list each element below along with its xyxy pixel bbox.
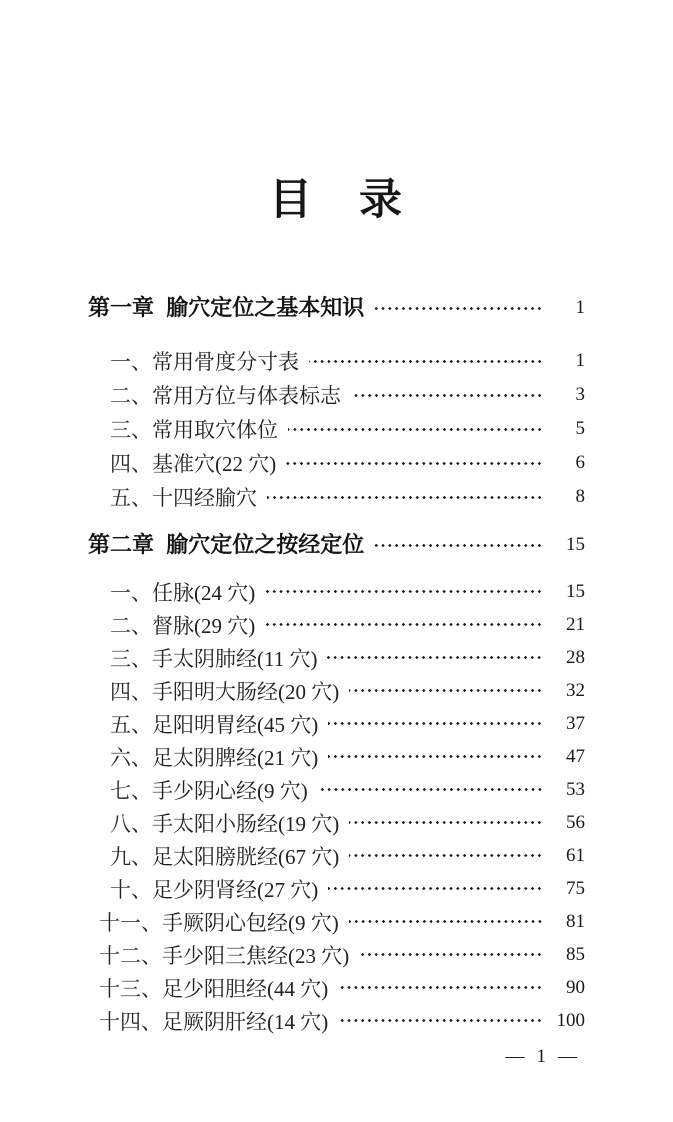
- entry-page-number: 90: [566, 976, 585, 998]
- dot-leader: [286, 446, 543, 480]
- chapter-title: 第二章 腧穴定位之按经定位: [88, 532, 365, 557]
- dot-leader: [374, 530, 543, 560]
- entry-title: 五、足阳明胃经(45 穴): [110, 712, 319, 737]
- entry-page-number: 21: [566, 613, 585, 635]
- entry-title: 十三、足少阳胆经(44 穴): [99, 976, 329, 1001]
- entry-page-number: 15: [566, 580, 585, 602]
- dot-leader: [318, 773, 543, 806]
- entry-title: 四、基准穴(22 穴): [110, 452, 277, 476]
- toc-entry: [88, 378, 585, 412]
- dot-leader: [328, 707, 543, 740]
- entry-title: 二、督脉(29 穴): [110, 613, 256, 638]
- dot-leader: [349, 806, 543, 839]
- entry-title: 三、手太阴肺经(11 穴): [110, 646, 318, 671]
- entry-page-number: 61: [566, 844, 585, 866]
- toc-entry: [88, 905, 585, 938]
- dot-leader: [349, 839, 543, 872]
- chapter-page-number: 1: [575, 297, 585, 318]
- toc-list: [0, 293, 673, 1037]
- entry-page-number: 100: [556, 1009, 585, 1031]
- chapter-heading: [88, 530, 585, 560]
- dot-leader: [351, 378, 543, 412]
- toc-entry: [88, 575, 585, 608]
- entry-title: 二、常用方位与体表标志: [110, 384, 341, 408]
- entry-page-number: 75: [566, 877, 585, 899]
- dot-leader: [349, 905, 543, 938]
- entry-title: 八、手太阳小肠经(19 穴): [110, 811, 340, 836]
- entry-page-number: 1: [575, 350, 585, 371]
- dot-leader: [267, 480, 543, 514]
- toc-entry: [88, 872, 585, 905]
- entry-page-number: 56: [566, 811, 585, 833]
- toc-entry: [88, 344, 585, 378]
- dot-leader: [328, 872, 543, 905]
- toc-entry: [88, 480, 585, 514]
- toc-entry: [88, 938, 585, 971]
- entry-page-number: 6: [575, 452, 585, 473]
- dot-leader: [328, 740, 543, 773]
- entry-title: 九、足太阳膀胱经(67 穴): [110, 844, 340, 869]
- entry-page-number: 3: [575, 384, 585, 405]
- toc-entry: [88, 707, 585, 740]
- dot-leader: [265, 608, 543, 641]
- toc-entry: [88, 773, 585, 806]
- page-number-footer: [506, 1046, 578, 1068]
- toc-entry: [88, 971, 585, 1004]
- dot-leader: [349, 674, 543, 707]
- toc-entry: [88, 740, 585, 773]
- entry-page-number: 53: [566, 778, 585, 800]
- entry-title: 四、手阳明大肠经(20 穴): [110, 679, 340, 704]
- toc-entry: [88, 839, 585, 872]
- entry-title: 十四、足厥阴肝经(14 穴): [99, 1009, 329, 1034]
- toc-entry: [88, 446, 585, 480]
- entry-title: 七、手少阴心经(9 穴): [110, 778, 308, 803]
- toc-entry: [88, 1004, 585, 1037]
- chapter-1-items: [88, 323, 585, 514]
- toc-entry: [88, 674, 585, 707]
- entry-title: 五、十四经腧穴: [110, 486, 257, 510]
- entry-title: 三、常用取穴体位: [110, 418, 278, 442]
- footer-left-dash: —: [505, 1046, 525, 1067]
- toc-entry: [88, 806, 585, 839]
- entry-page-number: 81: [566, 910, 585, 932]
- page-title: 目 录: [269, 177, 404, 224]
- chapter-title: 第一章 腧穴定位之基本知识: [88, 295, 365, 320]
- entry-page-number: 28: [566, 646, 585, 668]
- chapter-2-items: [88, 560, 585, 1037]
- footer-page-number: 1: [536, 1046, 546, 1067]
- dot-leader: [359, 938, 543, 971]
- toc-entry: [88, 641, 585, 674]
- footer-right-dash: —: [558, 1046, 577, 1067]
- entry-page-number: 8: [575, 486, 585, 507]
- entry-title: 一、任脉(24 穴): [110, 580, 256, 605]
- entry-title: 十一、手厥阴心包经(9 穴): [99, 910, 339, 935]
- entry-title: 一、常用骨度分寸表: [110, 350, 299, 374]
- dot-leader: [327, 641, 543, 674]
- dot-leader: [265, 575, 543, 608]
- entry-page-number: 5: [575, 418, 585, 439]
- dot-leader: [338, 1004, 543, 1037]
- entry-page-number: 32: [566, 679, 585, 701]
- dot-leader: [309, 344, 543, 378]
- entry-title: 十二、手少阳三焦经(23 穴): [99, 943, 350, 968]
- dot-leader: [338, 971, 543, 1004]
- entry-title: 六、足太阴脾经(21 穴): [110, 745, 319, 770]
- entry-title: 十、足少阴肾经(27 穴): [110, 877, 319, 902]
- dot-leader: [288, 412, 543, 446]
- entry-page-number: 37: [566, 712, 585, 734]
- chapter-heading: [88, 293, 585, 323]
- entry-page-number: 85: [566, 943, 585, 965]
- toc-entry: [88, 412, 585, 446]
- dot-leader: [374, 293, 543, 323]
- chapter-page-number: 15: [566, 534, 585, 555]
- toc-entry: [88, 608, 585, 641]
- entry-page-number: 47: [566, 745, 585, 767]
